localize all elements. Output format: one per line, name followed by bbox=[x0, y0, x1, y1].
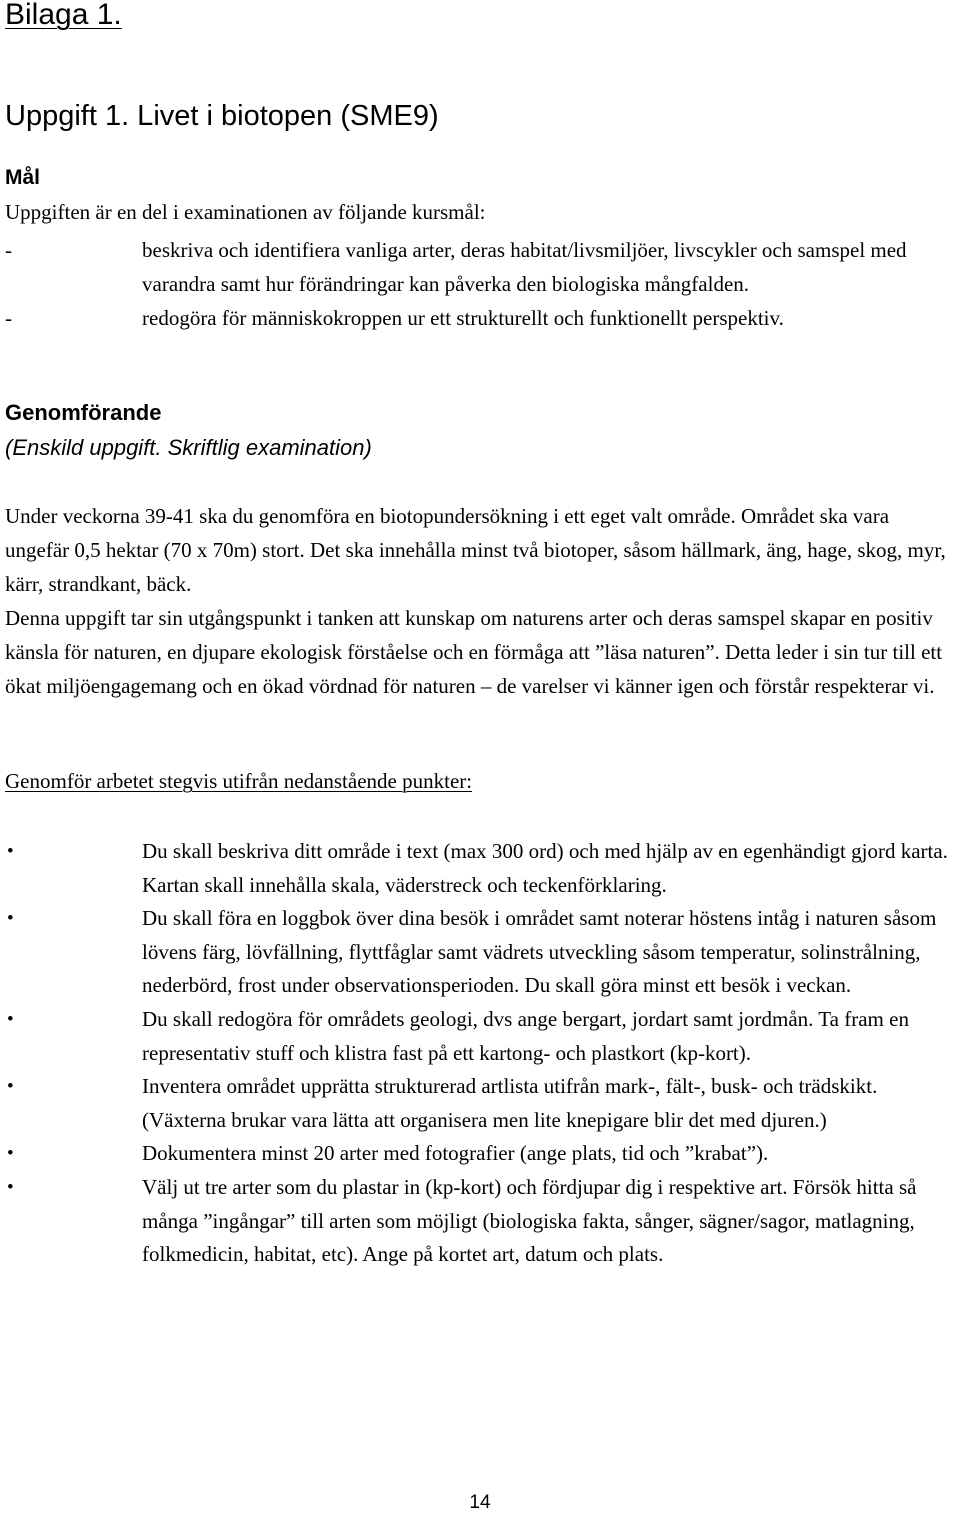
goal-list-item bbox=[5, 233, 955, 301]
paragraph: Denna uppgift tar sin utgångspunkt i tanken att kunskap om naturens arter och deras samspel skapar en positiv känsla för naturen, en djupare ekologisk förståelse och en förmåga att ”läsa naturen”. Detta leder i sin tur till ett ökat miljöengagemang och en ökad vördnad för naturen – de varelser vi känner igen och förstår respekterar vi. bbox=[5, 606, 943, 698]
bullet-icon: • bbox=[7, 908, 14, 930]
dash-marker: - bbox=[5, 238, 12, 262]
list-item bbox=[5, 902, 955, 1003]
goal-list-item-text: redogöra för människokroppen ur ett strukturellt och funktionellt perspektiv. bbox=[142, 306, 784, 330]
implementation-heading: Genomförande bbox=[5, 400, 162, 425]
bullet-icon: • bbox=[7, 841, 14, 862]
list-item-text: Dokumentera minst 20 arter med fotografier (ange plats, tid och ”krabat”). bbox=[142, 1141, 769, 1166]
goal-intro: Uppgiften är en del i examinationen av följande kursmål: bbox=[5, 200, 486, 224]
goal-list-item bbox=[5, 301, 955, 335]
list-item bbox=[5, 1070, 955, 1137]
list-item-text: Du skall beskriva ditt område i text (max 300 ord) och med hjälp av en egenhändigt gjord karta. Kartan skall innehålla skala, väderstreck och teckenförklaring. bbox=[142, 839, 948, 897]
goal-list-item-text: beskriva och identifiera vanliga arter, deras habitat/livsmiljöer, livscykler och samspel med varandra samt hur förändringar kan påverka den biologiska mångfalden. bbox=[142, 238, 907, 296]
list-item-text: Välj ut tre arter som du plastar in (kp-kort) och fördjupar dig i respektive art. Försök hitta så många ”ingångar” till arten som möjligt (biologiska fakta, sånger, sägner/sagor, matlagning, folkmedicin, habitat, etc). Ange på kortet art, datum och plats. bbox=[142, 1174, 917, 1267]
bullet-icon: • bbox=[7, 1076, 14, 1098]
list-item-text: Du skall föra en loggbok över dina besök i området samt noterar höstens intåg i naturen såsom lövens färg, lövfällning, flyttfåglar samt vädrets utveckling såsom temperatur, solinstrålning, nederbörd, frost under observationsperioden. Du skall göra minst ett besök i veckan. bbox=[142, 906, 937, 998]
list-item bbox=[5, 835, 955, 902]
list-item bbox=[5, 1171, 955, 1272]
list-item-text: Inventera området upprätta strukturerad artlista utifrån mark-, fält-, busk- och trädskikt. (Växterna brukar vara lätta att organisera men lite knepigare blir det med djuren.) bbox=[142, 1074, 878, 1132]
bullet-icon: • bbox=[7, 1008, 14, 1030]
goal-heading: Mål bbox=[5, 166, 41, 189]
dash-marker: - bbox=[5, 306, 12, 330]
page-number: 14 bbox=[469, 1492, 491, 1513]
steps-list bbox=[5, 835, 955, 1272]
steps-heading: Genomför arbetet stegvis utifrån nedanstående punkter: bbox=[5, 769, 473, 793]
list-item-text: Du skall redogöra för områdets geologi, dvs ange bergart, jordart samt jordmån. Ta fram en representativ stuff och klistra fast på ett kartong- och plastkort (kp-kort). bbox=[142, 1006, 909, 1065]
goal-list bbox=[5, 233, 955, 335]
paragraph: Under veckorna 39-41 ska du genomföra en biotopundersökning i ett eget valt område. Området ska vara ungefär 0,5 hektar (70 x 70m) stort. Det ska innehålla minst två biotoper, såsom hällmark, äng, hage, skog, myr, kärr, strandkant, bäck. bbox=[5, 504, 946, 596]
list-item bbox=[5, 1003, 955, 1070]
bullet-icon: • bbox=[7, 1143, 14, 1165]
bullet-icon: • bbox=[7, 1176, 14, 1198]
task-title: Uppgift 1. Livet i biotopen (SME9) bbox=[5, 100, 439, 132]
implementation-body bbox=[5, 499, 957, 703]
list-item bbox=[5, 1137, 955, 1171]
implementation-subheading: (Enskild uppgift. Skriftlig examination) bbox=[5, 435, 372, 460]
appendix-title: Bilaga 1. bbox=[5, 0, 122, 31]
